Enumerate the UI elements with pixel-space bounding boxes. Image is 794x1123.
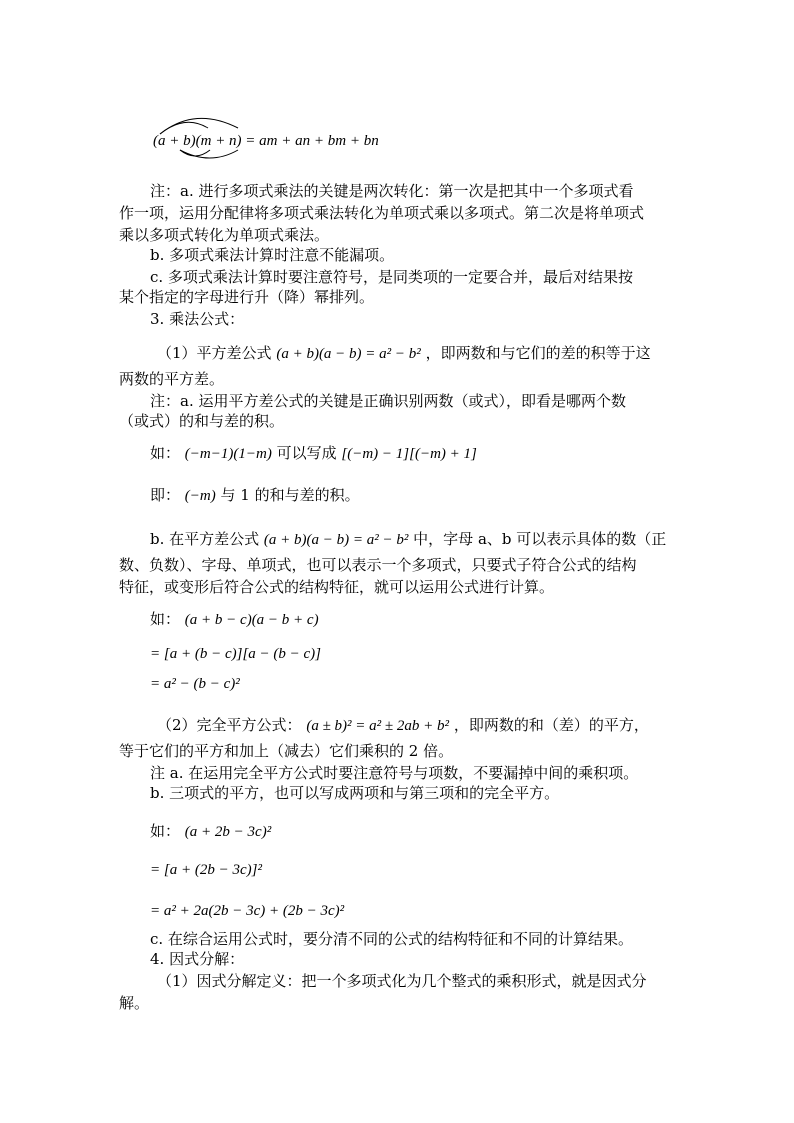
diff-squares-formula: (a + b)(a − b) = a² − b² — [276, 346, 421, 362]
note-a-line2: 作一项，运用分配律将多项式乘法转化为单项式乘以多项式。第二次是将单项式 — [119, 204, 645, 222]
diff-squares-suffix: ，即两数和与它们的差的积等于这 — [425, 344, 651, 362]
example-1-expr: (−m−1)(1−m) — [184, 446, 272, 462]
perfect-square-prefix: （2）完全平方公式： — [157, 716, 302, 734]
formula-distributive: (a + b)(m + n) = am + an + bm + bn — [153, 133, 379, 149]
b-suffix: 中，字母 a、b 可以表示具体的数（正 — [413, 530, 667, 548]
ji-expr: (−m) — [184, 488, 216, 504]
note-c-final: c. 在综合运用公式时，要分清不同的公式的结构特征和不同的计算结果。 — [150, 930, 633, 948]
note-b: b. 多项式乘法计算时注意不能漏项。 — [150, 246, 395, 264]
note-c-line2: 某个指定的字母进行升（降）幂排列。 — [119, 288, 375, 306]
diff-note-line1: 注：a. 运用平方差公式的关键是正确识别两数（或式），即看是哪两个数 — [150, 392, 626, 410]
diff-squares-line — [157, 343, 651, 364]
section-3-heading: 3. 乘法公式： — [150, 310, 245, 328]
example-2-step2: = a² − (b − c)² — [150, 676, 240, 692]
example-1-prefix: 如： — [150, 444, 181, 462]
perfect-note-b: b. 三项式的平方，也可以写成两项和与第三项和的完全平方。 — [150, 784, 560, 802]
note-c-line1: c. 多项式乘法计算时要注意符号，是同类项的一定要合并，最后对结果按 — [150, 268, 633, 286]
example-1 — [150, 443, 477, 464]
factor-def-line2: 解。 — [119, 994, 150, 1012]
perfect-square-formula: (a ± b)² = a² ± 2ab + b² — [306, 718, 450, 734]
example-3-step1: = [a + (2b − 3c)]² — [150, 862, 262, 878]
example-2-expr: (a + b − c)(a − b + c) — [184, 612, 319, 628]
example-1-mid: 可以写成 — [276, 444, 337, 462]
ji-line — [150, 485, 360, 506]
note-a-line1: 注：a. 进行多项式乘法的关键是两次转化：第一次是把其中一个多项式看 — [150, 182, 634, 200]
ji-prefix: 即： — [150, 486, 181, 504]
note-a-line3: 乘以多项式转化为单项式乘法。 — [119, 226, 330, 244]
perfect-square-line — [157, 715, 649, 736]
perfect-square-line2: 等于它们的平方和加上（减去）它们乘积的 2 倍。 — [119, 742, 454, 760]
b-prefix: b. 在平方差公式 — [150, 530, 260, 548]
b-line3: 特征，或变形后符合公式的结构特征，就可以运用公式进行计算。 — [119, 578, 555, 596]
example-2-prefix: 如： — [150, 610, 181, 628]
ji-suffix: 与 1 的和与差的积。 — [220, 486, 360, 504]
example-2-step1: = [a + (b − c)][a − (b − c)] — [150, 646, 322, 662]
example-3-expr: (a + 2b − 3c)² — [184, 824, 272, 840]
diff-squares-line2: 两数的平方差。 — [119, 370, 225, 388]
example-3 — [150, 821, 271, 842]
diff-squares-prefix: （1）平方差公式 — [157, 344, 272, 362]
perfect-square-suffix: ，即两数的和（差）的平方， — [453, 716, 649, 734]
perfect-note-a: 注 a. 在运用完全平方公式时要注意符号与项数，不要漏掉中间的乘积项。 — [150, 764, 639, 782]
example-3-prefix: 如： — [150, 822, 181, 840]
b-line1 — [150, 529, 666, 550]
example-2 — [150, 609, 319, 630]
example-1-rewrite: [(−m) − 1][(−m) + 1] — [341, 446, 477, 462]
b-formula: (a + b)(a − b) = a² − b² — [263, 532, 409, 548]
b-line2: 数、负数）、字母、单项式，也可以表示一个多项式，只要式子符合公式的结构 — [119, 556, 637, 574]
factor-def-line1: （1）因式分解定义：把一个多项式化为几个整式的乘积形式，就是因式分 — [157, 972, 647, 990]
section-4-heading: 4. 因式分解： — [150, 950, 245, 968]
example-3-step2: = a² + 2a(2b − 3c) + (2b − 3c)² — [150, 903, 345, 919]
diff-note-line2: （或式）的和与差的积。 — [119, 412, 285, 430]
